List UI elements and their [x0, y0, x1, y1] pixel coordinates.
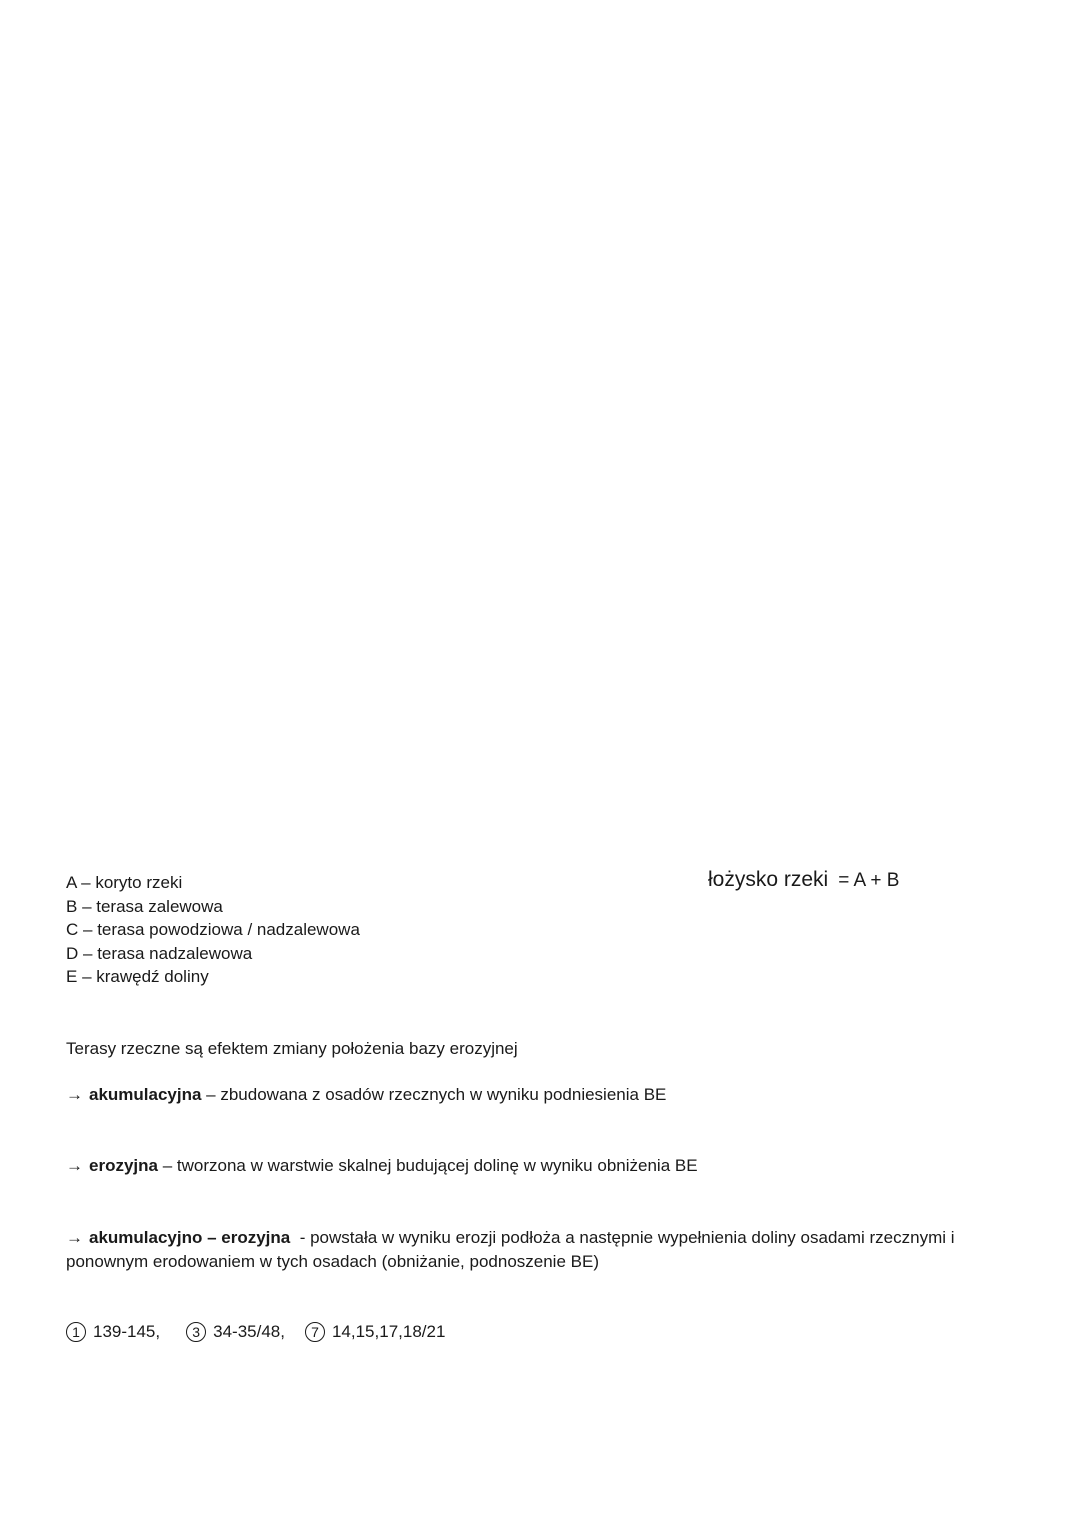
arrow-icon: → — [66, 1156, 83, 1175]
terrace-type-accumulative: → akumulacyjna – zbudowana z osadów rzecznych w wyniku podniesienia BE — [66, 1085, 667, 1104]
circled-number-icon: 1 — [66, 1322, 86, 1342]
intro-sentence: Terasy rzeczne są efektem zmiany położenia bazy erozyjnej — [66, 1039, 518, 1058]
terrace-type-erosive: → erozyjna – tworzona w warstwie skalnej budującej dolinę w wyniku obniżenia BE — [66, 1156, 698, 1175]
terrace-type-accumulative-erosive: → akumulacyjno – erozyjna - powstała w wyniku erozji podłoża a następnie wypełnienia doliny osadami rzecznymi i ponownym erodowaniem w tych osadach (obniżanie, podnoszenie BE) — [66, 1228, 960, 1271]
textbook-references — [66, 1322, 445, 1342]
reference-item: 1 139-145, — [66, 1322, 160, 1342]
reference-item: 7 14,15,17,18/21 — [305, 1322, 445, 1342]
circled-number-icon: 7 — [305, 1322, 325, 1342]
legend-item: B – terasa zalewowa — [66, 896, 223, 916]
formula-equation: = A + B — [838, 870, 900, 891]
arrow-icon: → — [66, 1228, 83, 1247]
term-name: akumulacyjna — [89, 1085, 202, 1104]
formula-term: łożysko rzeki — [708, 868, 829, 891]
reference-item: 3 34-35/48, — [186, 1322, 285, 1342]
riverbed-formula — [708, 868, 899, 892]
legend-item: E – krawędź doliny — [66, 967, 209, 987]
legend-list — [66, 871, 360, 989]
arrow-icon: → — [66, 1085, 83, 1104]
circled-number-icon: 3 — [186, 1322, 206, 1342]
legend-item: A – koryto rzeki — [66, 873, 183, 892]
legend-item: D – terasa nadzalewowa — [66, 943, 253, 963]
term-name: erozyjna — [89, 1156, 158, 1175]
legend-item: C – terasa powodziowa / nadzalewowa — [66, 920, 360, 940]
term-name: akumulacyjno – erozyjna — [89, 1228, 291, 1247]
